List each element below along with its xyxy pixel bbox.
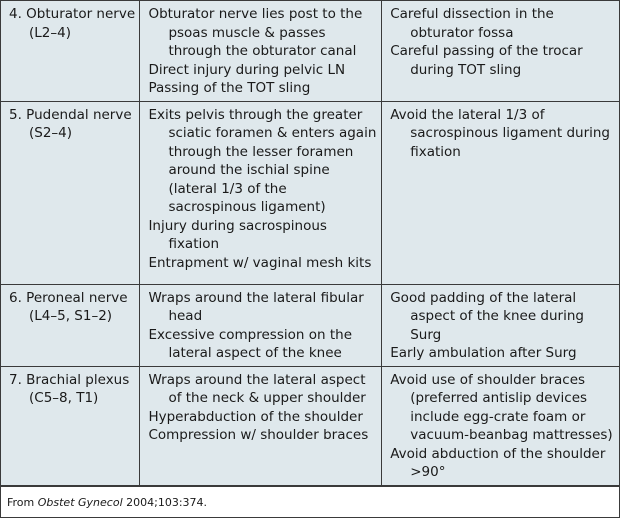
prevention-cell (382, 284, 619, 366)
nerve-cell (1, 366, 140, 485)
cause-cell (140, 101, 382, 284)
prevention-entry: Careful dissection in the obturator fossa (390, 6, 554, 41)
prevention-entry: Avoid abduction of the shoulder >90° (390, 445, 606, 480)
table-row (1, 1, 619, 101)
cause-entry: Obturator nerve lies post to the psoas muscle & passes through the obturator canal (148, 6, 363, 59)
prevention-cell (382, 1, 619, 101)
prevention-entry: Good padding of the lateral aspect of the knee during Surg (390, 289, 584, 343)
table-row (1, 366, 619, 485)
source-citation (1, 486, 619, 517)
prevention-cell (382, 366, 619, 485)
cause-entry: Wraps around the lateral fibular head (148, 289, 364, 324)
prevention-entry: Avoid use of shoulder braces (preferred antislip devices include egg-crate foam or vacuum-beanbag mattresses) (390, 371, 613, 443)
cause-cell (140, 1, 382, 101)
citation-prefix: From (7, 496, 38, 509)
nerve-cell (1, 284, 140, 366)
prevention-entry: Avoid the lateral 1/3 of sacrospinous ligament during fixation (390, 106, 611, 160)
nerve-name: 5. Pudendal nerve (S2–4) (9, 106, 132, 141)
cause-cell (140, 366, 382, 485)
cause-entry: Wraps around the lateral aspect of the neck & upper shoulder (148, 371, 366, 406)
cause-entry: Entrapment w/ vaginal mesh kits (148, 254, 372, 271)
table-row (1, 284, 619, 366)
cause-entry: Compression w/ shoulder braces (148, 427, 369, 443)
cause-entry: Exits pelvis through the greater sciatic foramen & enters again through the lesser foramen around the ischial spine (lateral 1/3 of the sacrospinous ligament) (148, 106, 377, 215)
cause-entry: Direct injury during pelvic LN (148, 61, 346, 78)
nerve-injury-table (1, 1, 619, 486)
nerve-name: 4. Obturator nerve (L2–4) (9, 6, 136, 41)
prevention-entry: Early ambulation after Surg (390, 345, 577, 361)
table-row (1, 101, 619, 284)
nerve-name: 6. Peroneal nerve (L4–5, S1–2) (9, 289, 128, 324)
prevention-cell (382, 101, 619, 284)
nerve-cell (1, 101, 140, 284)
journal-name: Obstet Gynecol (37, 496, 123, 509)
cause-entry: Hyperabduction of the shoulder (148, 408, 363, 425)
nerve-name: 7. Brachial plexus (C5–8, T1) (9, 371, 130, 406)
cause-entry: Passing of the TOT sling (148, 80, 311, 96)
prevention-entry: Careful passing of the trocar during TOT sling (390, 43, 583, 78)
nerve-cell (1, 1, 140, 101)
cause-entry: Excessive compression on the lateral aspect of the knee (148, 326, 352, 361)
cause-entry: Injury during sacrospinous fixation (148, 217, 327, 252)
citation-details: 2004;103:374. (122, 496, 208, 509)
cause-cell (140, 284, 382, 366)
